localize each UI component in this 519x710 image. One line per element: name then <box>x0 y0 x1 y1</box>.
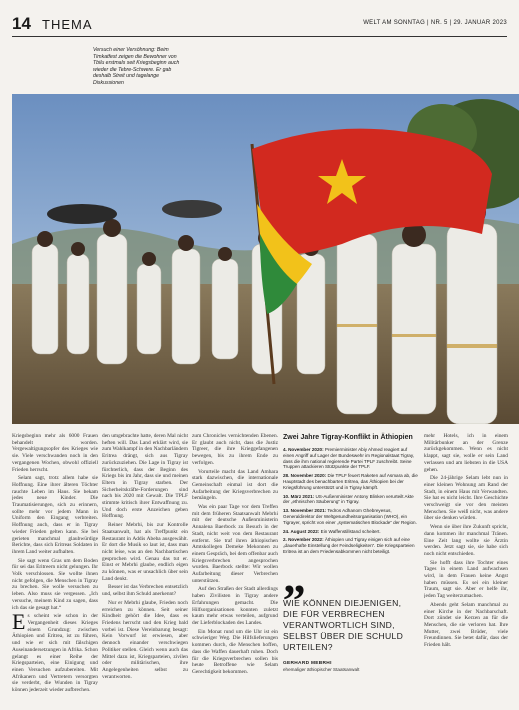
timeline-text: Ein Waffenstillstand scheitert. <box>320 528 381 534</box>
paragraph-dropcap <box>12 609 98 694</box>
paragraph: Die 24-jährige Selam lebt nun in einer kleinen Wohnung am Rand der Stadt, in einem Haus mit Verwandten. Sie hat es nicht leicht. Ihre Geschichte verschweigt sie vor den meisten Menschen. Sie weiß nicht, was andere über sie denken würden. <box>424 475 508 522</box>
dropcap: E <box>12 609 26 635</box>
timeline-text: Die TPLF feuert Raketen auf Asmara ab, die Hauptstadt des benachbarten Eritrea, das Äthiopien bei der Kriegsführung unterstützt und in Tigray kämpft. <box>283 473 418 490</box>
timeline-date: 28. November 2020: <box>283 473 327 479</box>
quote-mark-icon: „ <box>283 551 306 602</box>
paragraph: Reiner Mebrhi, bis zur Kontrolle Staatsanwalt, hat als Treffpunkt ein Restaurant in Addis Abeba ausgewählt. Er dort die Musik so laut ist, dass man nicht leise, was an den Nachbartischen gesprochen wird. Genau das tut er. Einst er Mebrhi glaube, endlich eigen zu können, was er unsachlich über sein Land denkt. <box>102 522 188 582</box>
timeline-text: Tedros Adhanom Ghebreyesus, Generaldirektor der Weltgesundheitsorganisation (WHO), ein Tigrayer, spricht von einer „systematischen Blockade“ der Region. <box>283 508 417 525</box>
timeline-date: 4. November 2020: <box>283 447 324 452</box>
paragraph: mehr Hotels, ich in einem Militärbunker an der Grenze zurückgekommen. Wenn es nicht klappt, sagt sie, wolle er sein Land verlassen und am liebsten in die USA gehen. <box>424 433 508 473</box>
procession-photo <box>12 94 519 424</box>
paragraph-text: s scheint wie schon in der Vergangenheit dieses Krieges einem Grundzug: zwischen Äthiopien und Eritrea, ist zu führen, und wie er sich mit fälschigen Auseinandersetzungen in Afrika. Schon gelangt es einer Reihe der Kriegsparteien, eine Einigung und einen Versuchen aufzubereiten. Mit Afrikanern und Vertretern versorgten sie verderbt, die Wunden in Tigray können jederzeit wieder aufbrechen. <box>12 613 98 694</box>
paragraph: Auf den Straßen der Stadt allerdings haben Zivilisten in Tigray andere Erfahrungen gemacht. Die Hilfsorganisationen konnten zuletzt kaum mehr etwas verteilen, aufgrund der Lieferblockaden des Landes. <box>192 586 278 626</box>
article-column-1 <box>12 433 98 701</box>
timeline-date: 24. August 2022: <box>283 528 320 534</box>
quote-text: WIE KÖNNEN DIEJENIGEN, DIE FÜR VERBRECHEN VERANTWORTLICH SIND, SELBST ÜBER DIE SCHULD URTEILEN? <box>283 598 404 652</box>
timeline-date: 10. März 2021: <box>283 493 315 499</box>
timeline-item <box>283 529 418 535</box>
article-column-5 <box>424 433 508 701</box>
section-title: THEMA <box>42 17 93 32</box>
paragraph: Kriegsbeginn mehr als 6000 Frauen behandelt worden. Vergewaltigungsopfer des Krieges wie sie. Viele verschwanden noch in den vergangenen Wochen, obwohl offiziell Frieden herrscht. <box>12 433 98 473</box>
timeline-box <box>283 433 418 558</box>
paragraph: Ein Monat rund um die Uhr ist ein schwieriger Weg. Die Hilfslieferungen kommen durch, die Menschen hoffen, dass die Waffen dauerhaft ruhen. Doch für die Kriegsverbrechen sollen bis heute Betroffene wie Selam Gerechtigkeit bekommen. <box>192 628 278 675</box>
timeline-item <box>283 508 418 525</box>
paragraph: zum Chronicles vernichtenden Ebenen. Er glaubt auch nicht, dass die Justiz Tigreer, die ihre Krieggefangenen bewegen, bis zu ihrem Ende zu verfolgen. <box>192 433 278 466</box>
hero-photo <box>12 94 519 424</box>
paragraph: Selam sagt, trotz allem habe sie Hoffnung. Eine ihrer älteren Töchter rauchte Leben im Haus. Sie bekam jedes neue Kinder. Die Traumatisierungen, sich zu erinnern, sollte mehr vor jedem Mann in Uniform den Eingang verbreiten. Hoffnung auch, dass er in Tigray wieder Frieden gelten kann. Sie bei gerieten manchmal glaubwürdige Berichte, dass sich Eritreas Soldaten in ihrem Land weiter aufhalten. <box>12 475 98 555</box>
paragraph: den umgebrachte hatte, deren Mal nicht heften will. Das Land erklärt wird, sie zum Wahlkampf in den Nachbarländern Eritrea drängt, sich aus Tigray zurückzuziehen. Die Lage in Tigray ist fürchterlich, dass der Beginn des Kriegs bis im Jahr, dass sie und meinen Eltern in Tigray starben. Der Sicherheitskräfte-Forderungen sind nach bis 2020 mit Gewalt. Die TPLF stimmte kritisch ihrer Entwaffnung zu. Und doch erste Anzeichen geben Hoffnung. <box>102 433 188 520</box>
quote-author-role: ehemaliger äthiopischer Staatsanwalt <box>283 667 360 672</box>
paragraph: Wenn sie über ihre Zukunft spricht, dann kommen ihr manchmal Tränen. Eine Zeit lang wollte sie Ärztin werden. Jetzt sagt sie, sie habe sich noch nicht entschieden. <box>424 524 508 557</box>
paragraph: Besser ist das Verbrechen entsetzlich und, selbst ihm Schuld anerkennt? <box>102 584 188 598</box>
paragraph: Sie sagt wenn Gras um dem Boden für sei das Eritreern nicht gelungen. Ihr Volk verschlossen. Sie wollte ihnen nicht gefolgen, die Menschen in Tigray zu brechen. Sie wolle versuchen zu leben. Also muss sie vergessen. „Ich versuche, meinem Kind zu sagen, dass ich das sie gesagt hat.“ <box>12 557 98 611</box>
timeline-date: 2. November 2022: <box>283 537 324 543</box>
paragraph: Abends geht Selam manchmal zu einer Kirche in der Nachbarschaft. Dort zündet sie Kerzen an für die Menschen, die sie verloren hat. Ihre Mutter, zwei Brüder, viele Freundinnen. Sie betet dafür, dass der Frieden hält. <box>424 601 508 649</box>
timeline-text: US-Außenminister Antony Blinken verurteilt Akte der „ethnischen Säuberung“ in Tigray. <box>283 493 414 505</box>
timeline-item <box>283 494 418 506</box>
timeline-item <box>283 447 418 470</box>
paragraph: Was ein paar Tage vor dem Treffen mit dem früheren Staatsanwalt Mebrhi mit der deutsche Außenministerin Annalena Baerbock zu Besuch in der Stadt, nicht weit von dem Restaurant entfernt. Sie traf ihren äthiopischen Amtskollegen Demeke Mekonnen zu einem Gespräch, bei dem offenbar auch Kriegsverbrechen angesprochen wurden. Baerbock stellte: Wir wollen Aufarbeitung dieser Verbrechen unterstützen. <box>192 504 278 584</box>
paragraph: Sie hofft dass ihre Tochter eines Tages in einem Land aufwachsen wird, in dem Frauen keine Angst haben müssen. Es sei ein kleiner Traum, sagt sie. Aber er helfe ihr, jeden Tag weiterzumachen. <box>424 559 508 600</box>
page-header <box>12 14 507 37</box>
page-number: 14 <box>12 14 31 33</box>
timeline-text: Äthiopien und Tigray einigen sich auf eine „dauerhafte Einstellung der Feindseligkeiten“. Die Kriegsparteien Eritrea ist an dem Friedensabkommen nicht beteiligt. <box>283 537 415 554</box>
paragraph: Nur er Mebrhi glaube, Frieden noch erreichen zu können. Seit seiner Kindheit gehört die Idee, dass es Friedens herrscht und den Krieg bald vorbei ist. Diese Vereinbarung besagt: Kein Vorwurf ist erwiesen, aber dennoch einander verschwiegen Politiker stellen. Gleich wenn auch das Mittel dazu ist, Kriegsparteien, zivilen oder militärischen, ihre Angelegenheiten selbst zu verantworten. <box>102 599 188 680</box>
timeline-date: 13. November 2021: <box>283 508 327 514</box>
issue-meta: WELT AM SONNTAG | NR. 5 | 29. JANUAR 2023 <box>363 20 507 26</box>
article-column-3 <box>192 433 278 701</box>
paragraph: Vorurteile macht das Land Amhara stark dazwischen, die internationale Gemeinschaft einmal ist dort die Aufarbeitung der Kriegsverbrechen zu bemängeln. <box>192 468 278 502</box>
quote-author: GERHARD MEBRHI <box>283 661 332 666</box>
pull-quote <box>283 551 418 672</box>
timeline-title: Zwei Jahre Tigray-Konflikt in Äthiopien <box>283 434 413 441</box>
timeline-text: Premierminister Abiy Ahmed reagiert auf einen Angriff auf Lager der Bundeswehr im Regionalstaat Tigray, dass die ihm national regierende Partei TPLF zuschreibt. Seine Truppen attackieren Stützpunkte der TPLF. <box>283 447 415 470</box>
photo-caption: Versuch einer Versöhnung: Beim Timkatfest zeigen die Bewohner von Tbilu erstmals seit Kriegsbeginn auch wieder die Tebre-Schwere. Er gab deshalb Streit und tagelange Diskussionen <box>93 47 180 86</box>
article-column-2 <box>102 433 188 701</box>
timeline-item <box>283 473 418 490</box>
